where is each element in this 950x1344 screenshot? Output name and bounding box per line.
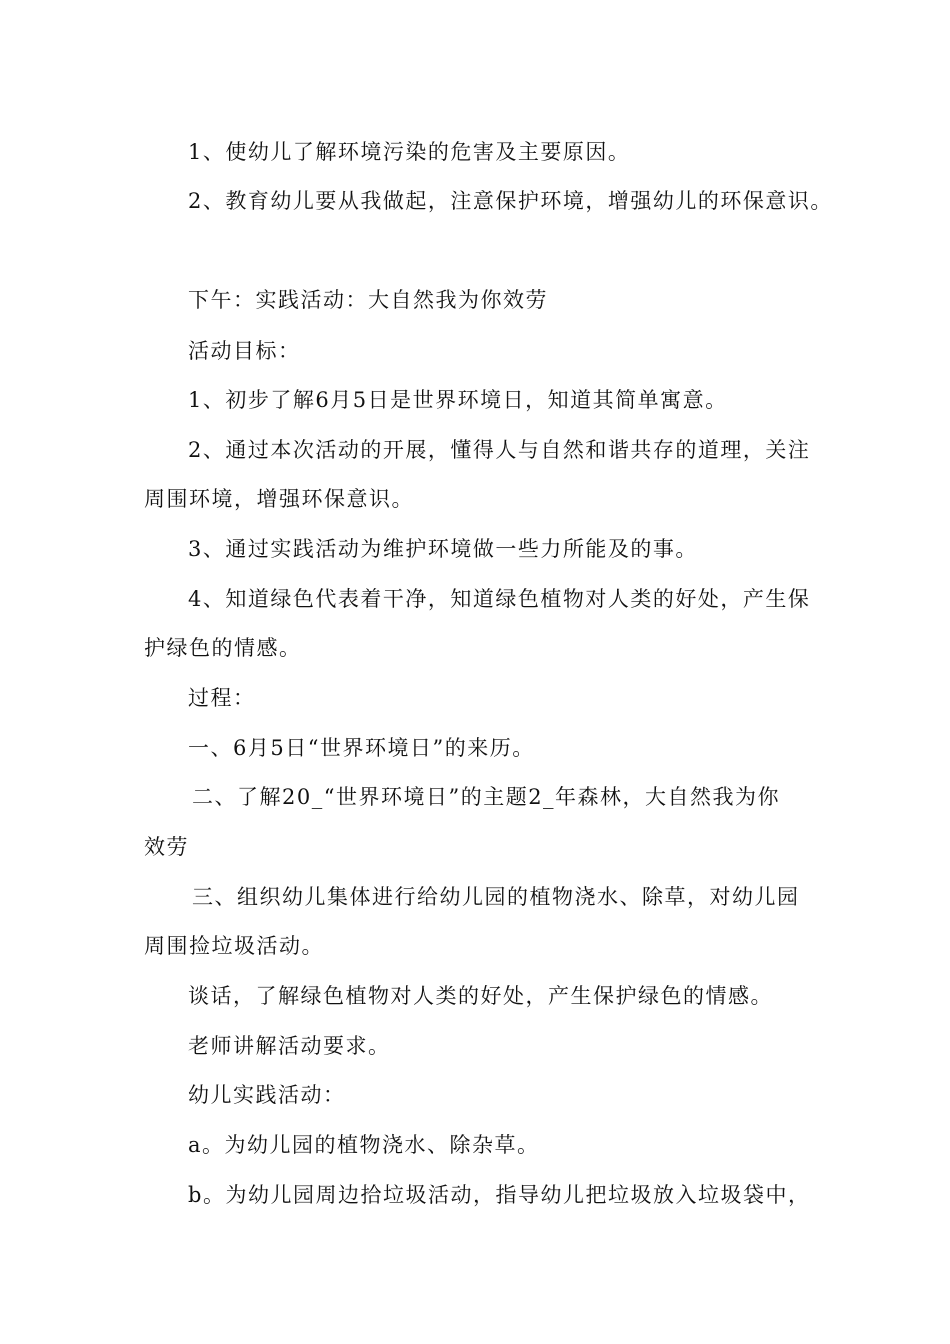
- process-step-1: 一、6月5日“世界环境日”的来历。: [188, 736, 535, 760]
- process-step-2-line-2: 效劳: [144, 835, 189, 859]
- process-talk: 谈话，了解绿色植物对人类的好处，产生保护绿色的情感。: [188, 984, 773, 1008]
- afternoon-goal-3: 3、通过实践活动为维护环境做一些力所能及的事。: [188, 537, 698, 561]
- process-step-2-line-1: 二、了解20_“世界环境日”的主题2_年森林，大自然我为你: [192, 785, 781, 809]
- goals-heading: 活动目标：: [188, 339, 301, 363]
- afternoon-goal-4-line-2: 护绿色的情感。: [144, 636, 302, 660]
- morning-goal-1: 1、使幼儿了解环境污染的危害及主要原因。: [188, 140, 631, 164]
- practice-item-b: b。为幼儿园周边拾垃圾活动，指导幼儿把垃圾放入垃圾袋中，: [188, 1183, 811, 1207]
- process-step-3-line-1: 三、组织幼儿集体进行给幼儿园的植物浇水、除草，对幼儿园: [192, 885, 800, 909]
- afternoon-goal-4-line-1: 4、知道绿色代表着干净，知道绿色植物对人类的好处，产生保: [188, 587, 811, 611]
- morning-goal-2: 2、教育幼儿要从我做起，注意保护环境，增强幼儿的环保意识。: [188, 189, 833, 213]
- process-teacher: 老师讲解活动要求。: [188, 1034, 391, 1058]
- practice-heading: 幼儿实践活动：: [188, 1083, 346, 1107]
- afternoon-heading: 下午：实践活动：大自然我为你效劳: [188, 288, 548, 312]
- process-step-3-line-2: 周围捡垃圾活动。: [144, 934, 324, 958]
- afternoon-goal-1: 1、初步了解6月5日是世界环境日，知道其简单寓意。: [188, 388, 728, 412]
- afternoon-goal-2-line-1: 2、通过本次活动的开展，懂得人与自然和谐共存的道理，关注: [188, 438, 811, 462]
- process-heading: 过程：: [188, 686, 256, 710]
- afternoon-goal-2-line-2: 周围环境，增强环保意识。: [144, 487, 414, 511]
- practice-item-a: a。为幼儿园的植物浇水、除杂草。: [188, 1133, 540, 1157]
